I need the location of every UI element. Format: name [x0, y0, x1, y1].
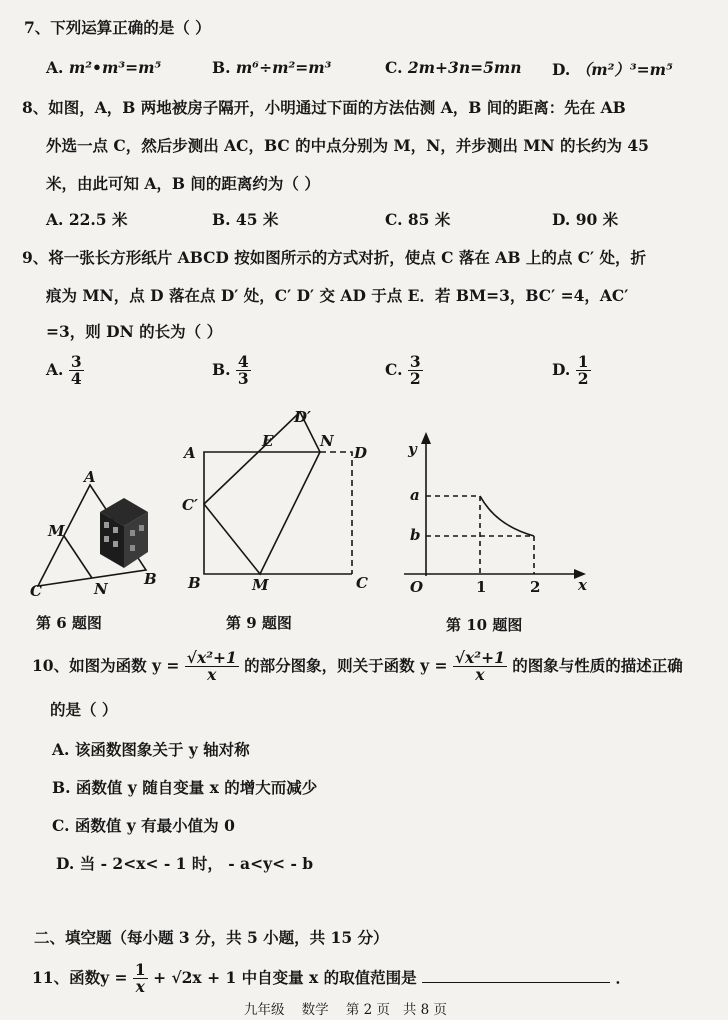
fig9-label-e: E — [262, 432, 274, 450]
fig10-label-a: a — [410, 486, 420, 504]
fig6-caption: 第 6 题图 — [36, 614, 102, 632]
q7-option-c: C. 2m+3n=5mn — [385, 58, 522, 77]
q8-line-1: 8、如图，A，B 两地被房子隔开，小明通过下面的方法估测 A，B 间的距离：先在 AB — [22, 98, 626, 117]
q11-answer-blank — [422, 968, 610, 983]
fig6-label-n: N — [94, 580, 108, 598]
fig9-label-d-prime: D′ — [294, 408, 311, 426]
q9-option-b: B. $\frac{4}{3}$ — [212, 352, 249, 389]
fig9-label-c: C — [356, 574, 368, 592]
figures-area — [0, 400, 728, 640]
fig6-label-c: C — [30, 582, 42, 600]
fig9-label-m: M — [252, 576, 269, 594]
q7-option-b: B. m⁶÷m²=m³ — [212, 58, 332, 77]
q8-line-3: 米，由此可知 A，B 间的距离约为（ ） — [46, 174, 320, 193]
q9-option-a: A. $\frac{3}{4}$ — [46, 352, 82, 389]
q9-line-2: 痕为 MN，点 D 落在点 D′ 处，C′ D′ 交 AD 于点 E．若 BM=3，BC′ =4，AC′ — [46, 286, 629, 305]
q8-option-b: B. 45 米 — [212, 210, 279, 229]
q9-option-c: C. $\frac{3}{2}$ — [385, 352, 421, 389]
q10-option-b: B. 函数值 y 随自变量 x 的增大而减少 — [52, 778, 318, 797]
fig9-label-b: B — [188, 574, 201, 592]
fig6-house-image — [100, 498, 148, 568]
q11-stem: 11、函数y = $\frac{1}{x}$ + √2x + 1 中自变量 x 的取值范围是 ． — [32, 960, 631, 997]
q7-stem: 7、下列运算正确的是（ ） — [24, 18, 211, 37]
fig10-curve — [480, 496, 534, 536]
fig9-label-a: A — [184, 444, 196, 462]
footer-total: 共 8 页 — [402, 1002, 448, 1018]
q10-stem-line-1: 10、如图为函数 y = $\frac{\text{√x²+1}}{x}$ 的部分图象，则关于函数 y = $\frac{\text{√x²+1}}{x}$ 的图象与性质的描述正确 — [32, 648, 683, 685]
fig10-label-x: x — [578, 576, 587, 594]
q8-option-c: C. 85 米 — [385, 210, 451, 229]
fig10-label-origin: O — [410, 578, 424, 596]
fig6-segment-mn — [64, 536, 92, 578]
q9-line-1: 9、将一张长方形纸片 ABCD 按如图所示的方式对折，使点 C 落在 AB 上的点 C′ 处，折 — [22, 248, 647, 267]
q10-option-d: D. 当 - 2<x< - 1 时， - a<y< - b — [56, 854, 314, 873]
fig9-rectangle-solid — [204, 452, 352, 574]
figure-10 — [404, 432, 586, 579]
page-footer — [244, 998, 447, 1018]
fig6-label-a: A — [84, 468, 96, 486]
q10-option-c: C. 函数值 y 有最小值为 0 — [52, 816, 235, 835]
fig9-label-c-prime: C′ — [182, 496, 198, 514]
q8-option-a: A. 22.5 米 — [46, 210, 128, 229]
fig9-label-n: N — [320, 432, 334, 450]
footer-grade: 九年级 — [244, 1002, 285, 1018]
footer-subject: 数学 — [301, 1002, 329, 1018]
q7-option-a: A. m²•m³=m⁵ — [46, 58, 162, 77]
q9-option-d: D. $\frac{1}{2}$ — [552, 352, 589, 389]
footer-page: 第 2 页 — [345, 1002, 391, 1018]
fig10-label-b: b — [410, 526, 421, 544]
fig6-label-b: B — [144, 570, 157, 588]
fig10-label-2: 2 — [530, 578, 541, 596]
q8-option-d: D. 90 米 — [552, 210, 619, 229]
fig10-caption: 第 10 题图 — [446, 616, 523, 634]
fig6-label-m: M — [48, 522, 65, 540]
section-2-title: 二、填空题（每小题 3 分，共 5 小题，共 15 分） — [34, 928, 389, 947]
q7-option-d: D. （m²）³=m⁵ — [552, 60, 673, 79]
fig9-caption: 第 9 题图 — [226, 614, 292, 632]
fig10-label-y: y — [408, 440, 417, 458]
q10-stem-line-2: 的是（ ） — [50, 700, 118, 719]
fig10-y-arrow — [421, 432, 431, 444]
q10-option-a: A. 该函数图象关于 y 轴对称 — [52, 740, 250, 759]
q9-line-3: =3，则 DN 的长为（ ） — [46, 322, 223, 341]
fig9-label-d: D — [354, 444, 368, 462]
fig10-label-1: 1 — [476, 578, 487, 596]
q8-line-2: 外选一点 C，然后步测出 AC，BC 的中点分别为 M，N，并步测出 MN 的长约为 45 — [46, 136, 649, 155]
fig9-rectangle-dashed — [320, 452, 352, 574]
